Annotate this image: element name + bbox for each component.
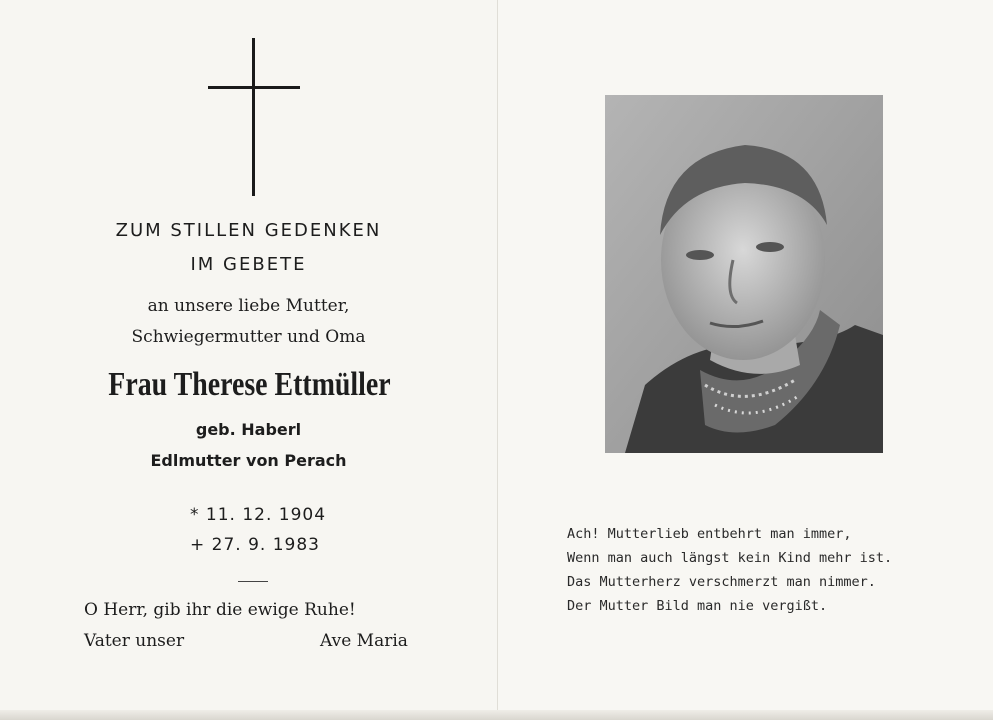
maiden-name: geb. Haberl (195, 420, 302, 439)
portrait-photo (605, 95, 883, 453)
intro-line-1: an unsere liebe Mutter, (147, 296, 350, 316)
poem-line-1: Ach! Mutterlieb entbehrt man immer, (567, 526, 852, 542)
prayer-vater-unser: Vater unser (84, 631, 185, 651)
deceased-name: Frau Therese Ettmüller (108, 366, 391, 403)
intro-line-2: Schwiegermutter und Oma (131, 327, 366, 347)
prayer-ave-maria: Ave Maria (320, 631, 408, 651)
poem-line-2: Wenn man auch längst kein Kind mehr ist. (567, 550, 893, 566)
divider (238, 581, 268, 582)
card-bottom-edge (0, 710, 993, 720)
birth-date: * 11. 12. 1904 (190, 505, 327, 525)
portrait-image (605, 95, 883, 453)
heading-line-2: IM GEBETE (190, 254, 307, 275)
heading-line-1: ZUM STILLEN GEDENKEN (115, 220, 382, 241)
poem-line-4: Der Mutter Bild man nie vergißt. (567, 598, 828, 614)
deceased-title: Edlmutter von Perach (150, 451, 347, 470)
poem-line-3: Das Mutterherz verschmerzt man nimmer. (567, 574, 876, 590)
death-date: + 27. 9. 1983 (190, 535, 320, 555)
prayer-line: O Herr, gib ihr die ewige Ruhe! (84, 600, 356, 620)
cross-icon (208, 38, 300, 198)
